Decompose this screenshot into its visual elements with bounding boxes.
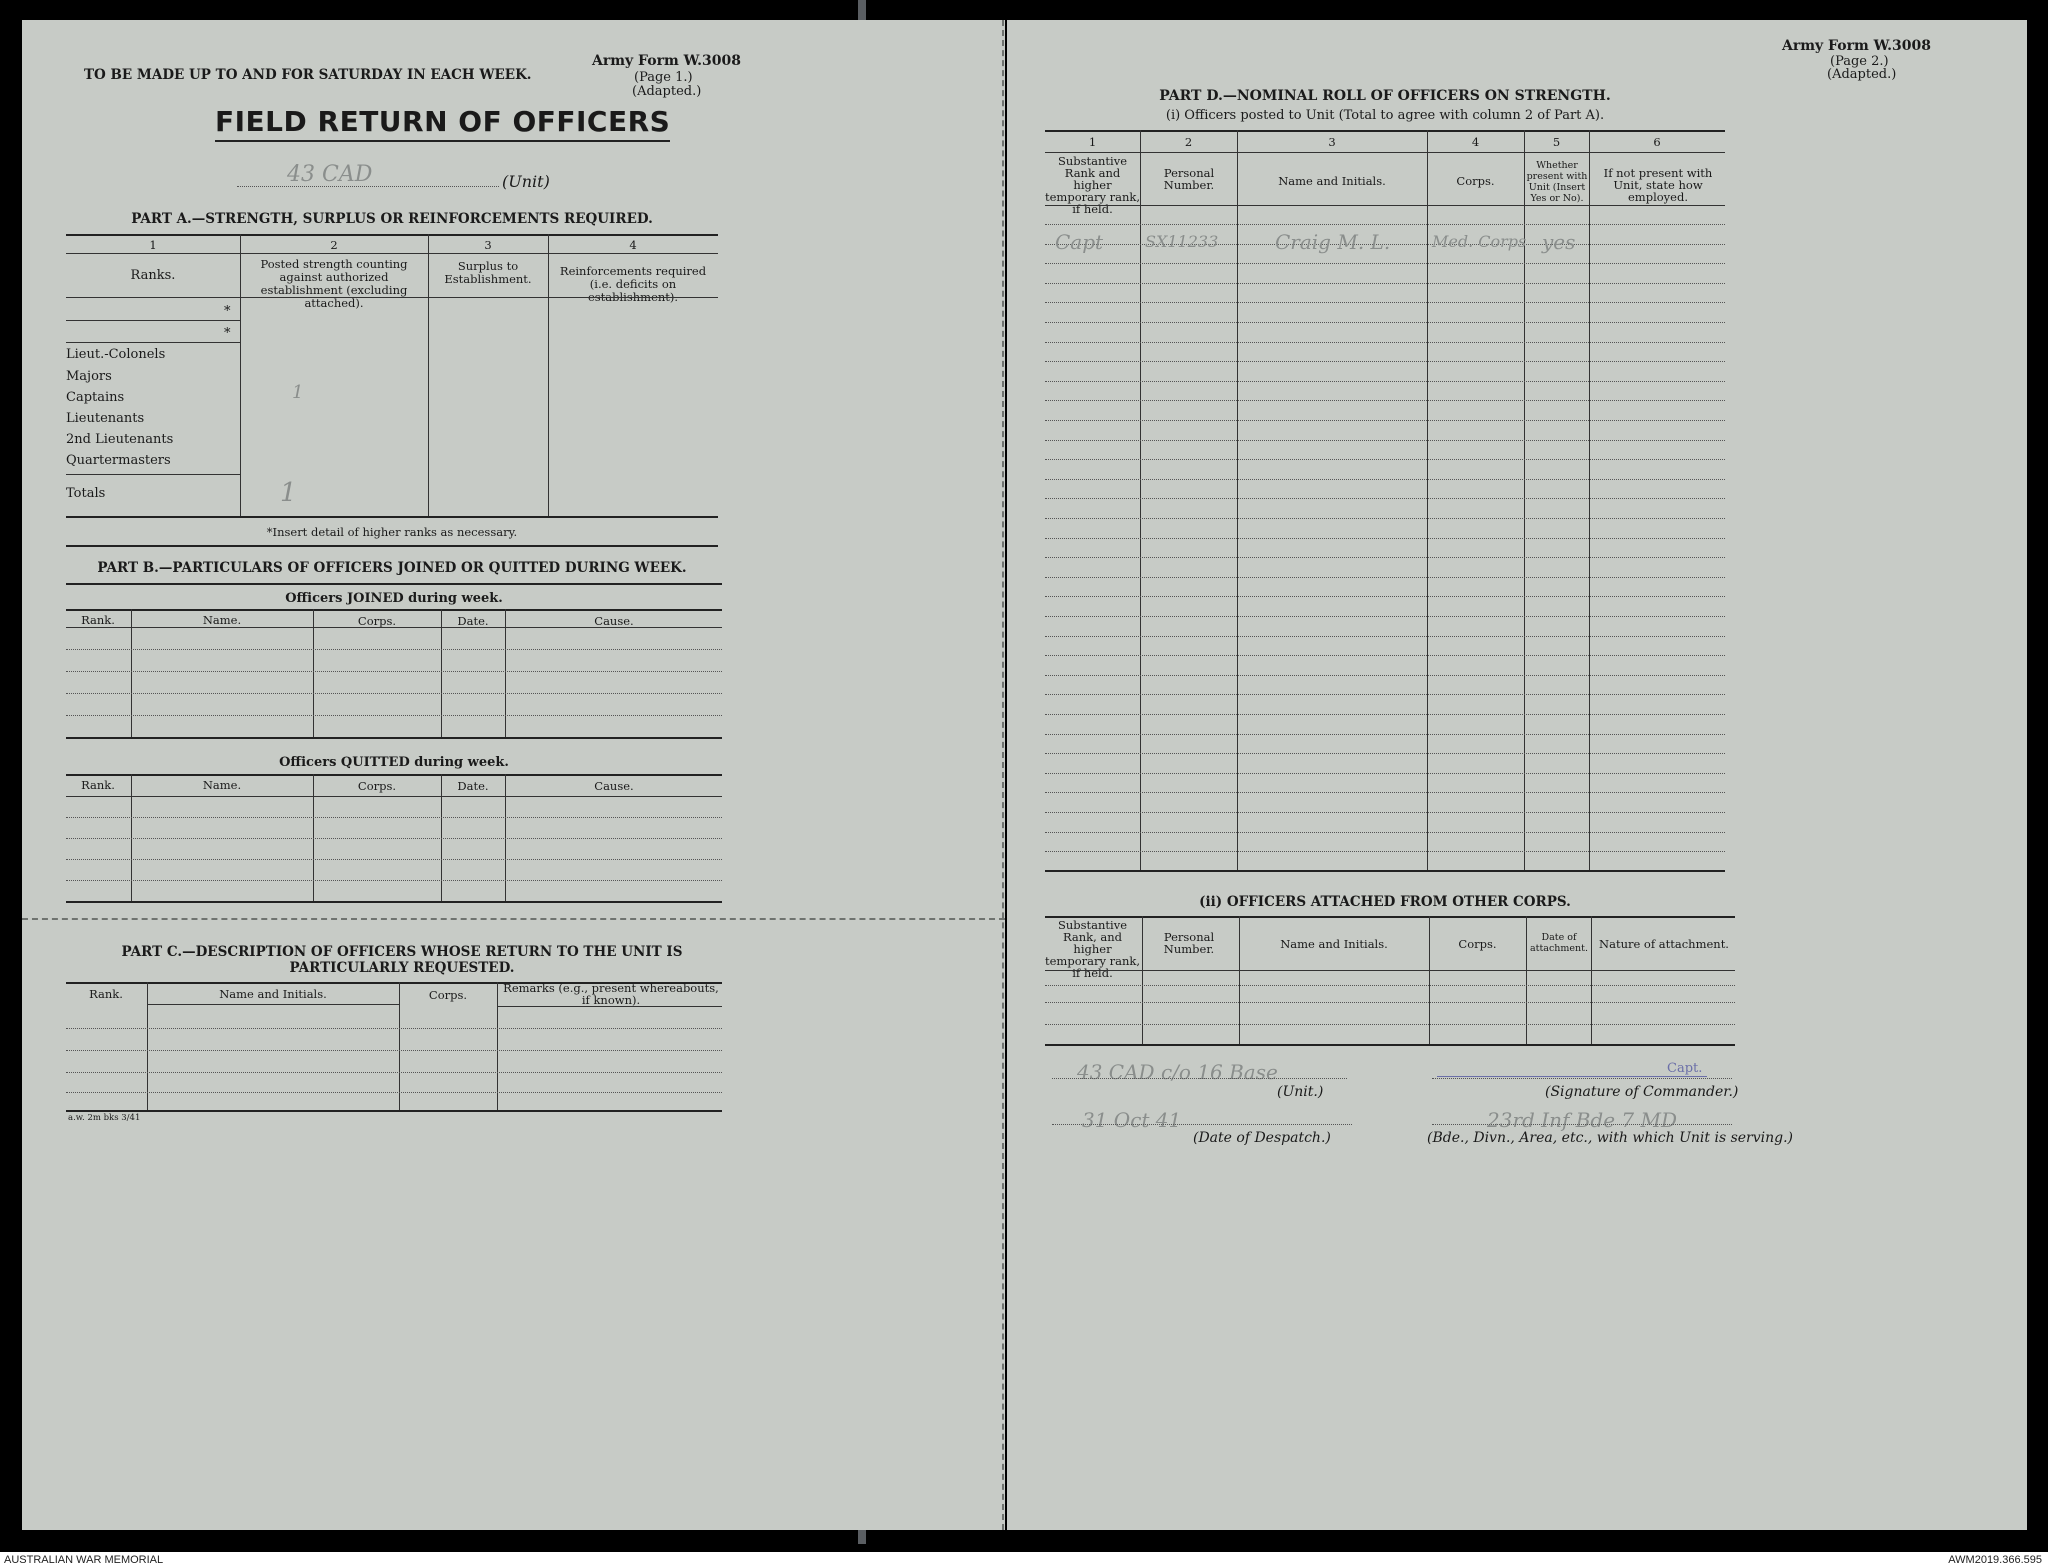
roll-ruled-line bbox=[1045, 342, 1725, 343]
header-substantive-rank: Substantive Rank and higher temporary rank, if held. bbox=[1045, 154, 1141, 216]
part-d-title: PART D.—NOMINAL ROLL OF OFFICERS ON STRENGTH. bbox=[1159, 88, 1611, 104]
roll-ruled-line bbox=[1045, 675, 1725, 676]
entry-name: Craig M. L. bbox=[1275, 230, 1391, 254]
archive-footer bbox=[0, 1552, 2048, 1568]
form-page-2 bbox=[1007, 20, 2027, 1530]
header-rank: Rank. bbox=[81, 778, 115, 792]
header-nature-attachment: Nature of attachment. bbox=[1599, 937, 1729, 951]
header-name: Name. bbox=[202, 613, 242, 627]
header-cause: Cause. bbox=[594, 779, 634, 793]
header-cause: Cause. bbox=[594, 614, 634, 628]
page-number: (Page 2.) bbox=[1830, 54, 1889, 69]
col-number: 2 bbox=[330, 238, 338, 252]
form-id: Army Form W.3008 bbox=[592, 53, 742, 69]
col-number: 1 bbox=[1088, 135, 1097, 149]
col-number: 6 bbox=[1653, 135, 1661, 149]
header-date: Date. bbox=[457, 779, 489, 793]
form-page-1 bbox=[22, 20, 1005, 1530]
roll-ruled-line bbox=[1045, 538, 1725, 539]
rank-2nd-lieutenants: 2nd Lieutenants bbox=[66, 432, 174, 447]
header-name-initials: Name and Initials. bbox=[219, 987, 327, 1001]
header-note: TO BE MADE UP TO AND FOR SATURDAY IN EACH WEEK. bbox=[84, 67, 532, 83]
entry-rank: Capt bbox=[1055, 230, 1104, 254]
part-b-title: PART B.—PARTICULARS OF OFFICERS JOINED OR QUITTED DURING WEEK. bbox=[97, 560, 687, 576]
header-name-initials: Name and Initials. bbox=[1278, 174, 1386, 188]
roll-ruled-line bbox=[1045, 694, 1725, 695]
header-reinforcements: Reinforcements required (i.e. deficits on establishment). bbox=[559, 264, 707, 304]
bde-label: (Bde., Divn., Area, etc., with which Unit is serving.) bbox=[1427, 1130, 1794, 1146]
adapted-note: (Adapted.) bbox=[632, 84, 702, 99]
roll-ruled-line bbox=[1045, 734, 1725, 735]
roll-ruled-line bbox=[1045, 400, 1725, 401]
header-ranks: Ranks. bbox=[130, 268, 176, 283]
entry-corps: Med. Corps bbox=[1432, 232, 1527, 251]
despatch-date-label: (Date of Despatch.) bbox=[1193, 1130, 1331, 1146]
form-title: FIELD RETURN OF OFFICERS bbox=[215, 105, 670, 142]
totals-posted-value: 1 bbox=[280, 478, 297, 508]
roll-ruled-line bbox=[1045, 753, 1725, 754]
rank-captains: Captains bbox=[66, 390, 125, 405]
header-posted: Posted strength counting against authorized establishment (excluding attached). bbox=[260, 257, 408, 310]
header-how-employed: If not present with Unit, state how employed. bbox=[1603, 166, 1713, 204]
header-rank: Rank. bbox=[89, 987, 123, 1001]
despatch-date-handwritten: 31 Oct 41 bbox=[1082, 1108, 1182, 1132]
roll-ruled-line bbox=[1045, 596, 1725, 597]
roll-ruled-line bbox=[1045, 479, 1725, 480]
roll-ruled-line bbox=[1045, 459, 1725, 460]
rank-lieut-colonels: Lieut.-Colonels bbox=[66, 347, 166, 362]
print-code: a.w. 2m bks 3/41 bbox=[68, 1113, 141, 1123]
roll-ruled-line bbox=[1045, 322, 1725, 323]
roll-ruled-line bbox=[1045, 381, 1725, 382]
col-number: 3 bbox=[1328, 135, 1336, 149]
rank-majors: Majors bbox=[66, 369, 112, 384]
roll-ruled-line bbox=[1045, 655, 1725, 656]
perforation-line bbox=[22, 918, 1005, 920]
roll-ruled-line bbox=[1045, 420, 1725, 421]
signature-rank: Capt. bbox=[1667, 1061, 1703, 1076]
col-number: 3 bbox=[484, 238, 492, 252]
page-fold bbox=[1002, 20, 1004, 1530]
unit-label: (Unit) bbox=[502, 172, 550, 191]
signature-label: (Signature of Commander.) bbox=[1545, 1084, 1739, 1100]
header-name-initials: Name and Initials. bbox=[1280, 937, 1388, 951]
bde-handwritten: 23rd Inf Bde 7 MD bbox=[1487, 1108, 1677, 1132]
roll-ruled-line bbox=[1045, 851, 1725, 852]
part-d-sub-ii: (ii) OFFICERS ATTACHED FROM OTHER CORPS. bbox=[1199, 894, 1571, 910]
entry-present: yes bbox=[1542, 230, 1576, 254]
roll-ruled-line bbox=[1045, 498, 1725, 499]
quitted-title: Officers QUITTED during week. bbox=[279, 755, 509, 770]
form-id: Army Form W.3008 bbox=[1782, 38, 1932, 54]
totals-label: Totals bbox=[66, 486, 106, 501]
higher-rank-star: * bbox=[224, 326, 231, 341]
binding-strip bbox=[858, 0, 866, 20]
joined-title: Officers JOINED during week. bbox=[285, 591, 503, 606]
header-corps: Corps. bbox=[1456, 174, 1495, 188]
page-number: (Page 1.) bbox=[634, 70, 693, 85]
roll-ruled-line bbox=[1045, 518, 1725, 519]
footer-right: AWM2019.366.595 bbox=[1948, 1554, 2042, 1566]
header-remarks: Remarks (e.g., present whereabouts, if known). bbox=[503, 981, 719, 1007]
roll-ruled-line bbox=[1045, 636, 1725, 637]
header-corps: Corps. bbox=[357, 614, 397, 628]
roll-ruled-line bbox=[1045, 792, 1725, 793]
roll-ruled-line bbox=[1045, 616, 1725, 617]
col-number: 4 bbox=[1471, 135, 1480, 149]
roll-ruled-line bbox=[1045, 577, 1725, 578]
col-number: 4 bbox=[629, 238, 637, 252]
unit-handwritten: 43 CAD bbox=[287, 162, 373, 187]
roll-ruled-line bbox=[1045, 283, 1725, 284]
part-a-footnote: *Insert detail of higher ranks as necessary. bbox=[266, 525, 518, 539]
header-rank: Rank. bbox=[81, 613, 115, 627]
roll-ruled-line bbox=[1045, 224, 1725, 225]
adapted-note: (Adapted.) bbox=[1827, 67, 1897, 82]
roll-ruled-line bbox=[1045, 302, 1725, 303]
col-number: 1 bbox=[149, 238, 157, 252]
roll-ruled-line bbox=[1045, 263, 1725, 264]
header-present-with-unit: Whether present with Unit (Insert Yes or No). bbox=[1526, 160, 1588, 204]
higher-rank-star: * bbox=[224, 304, 231, 319]
captains-posted-value: 1 bbox=[292, 382, 304, 403]
roll-ruled-line bbox=[1045, 832, 1725, 833]
roll-ruled-line bbox=[1045, 557, 1725, 558]
roll-ruled-line bbox=[1045, 440, 1725, 441]
header-corps: Corps. bbox=[357, 779, 397, 793]
roll-ruled-line bbox=[1045, 714, 1725, 715]
part-a-title: PART A.—STRENGTH, SURPLUS OR REINFORCEMENTS REQUIRED. bbox=[131, 211, 653, 227]
col-number: 5 bbox=[1552, 135, 1561, 149]
unit-handwritten: 43 CAD c/o 16 Base bbox=[1077, 1060, 1278, 1084]
header-corps: Corps. bbox=[428, 988, 468, 1002]
header-date: Date. bbox=[457, 614, 489, 628]
header-substantive-rank: Substantive Rank, and higher temporary rank, if held. bbox=[1045, 918, 1141, 980]
rank-lieutenants: Lieutenants bbox=[66, 411, 145, 426]
rank-quartermasters: Quartermasters bbox=[66, 453, 171, 468]
part-c-title: PART C.—DESCRIPTION OF OFFICERS WHOSE RETURN TO THE UNIT IS PARTICULARLY REQUESTED. bbox=[121, 944, 683, 976]
binding-strip-bottom bbox=[858, 1530, 866, 1544]
header-corps: Corps. bbox=[1458, 937, 1497, 951]
col-number: 2 bbox=[1184, 135, 1193, 149]
header-personal-number: Personal Number. bbox=[1163, 166, 1215, 192]
header-personal-number: Personal Number. bbox=[1163, 930, 1215, 956]
header-date-attachment: Date of attachment. bbox=[1530, 932, 1588, 954]
footer-left: AUSTRALIAN WAR MEMORIAL bbox=[4, 1554, 164, 1566]
roll-ruled-line bbox=[1045, 773, 1725, 774]
roll-ruled-line bbox=[1045, 361, 1725, 362]
part-d-sub-i: (i) Officers posted to Unit (Total to agree with column 2 of Part A). bbox=[1165, 108, 1605, 123]
unit-label: (Unit.) bbox=[1277, 1084, 1324, 1100]
entry-personal-number: SX11233 bbox=[1145, 232, 1219, 251]
header-name: Name. bbox=[202, 778, 242, 792]
header-surplus: Surplus to Establishment. bbox=[444, 259, 532, 286]
roll-ruled-line bbox=[1045, 812, 1725, 813]
